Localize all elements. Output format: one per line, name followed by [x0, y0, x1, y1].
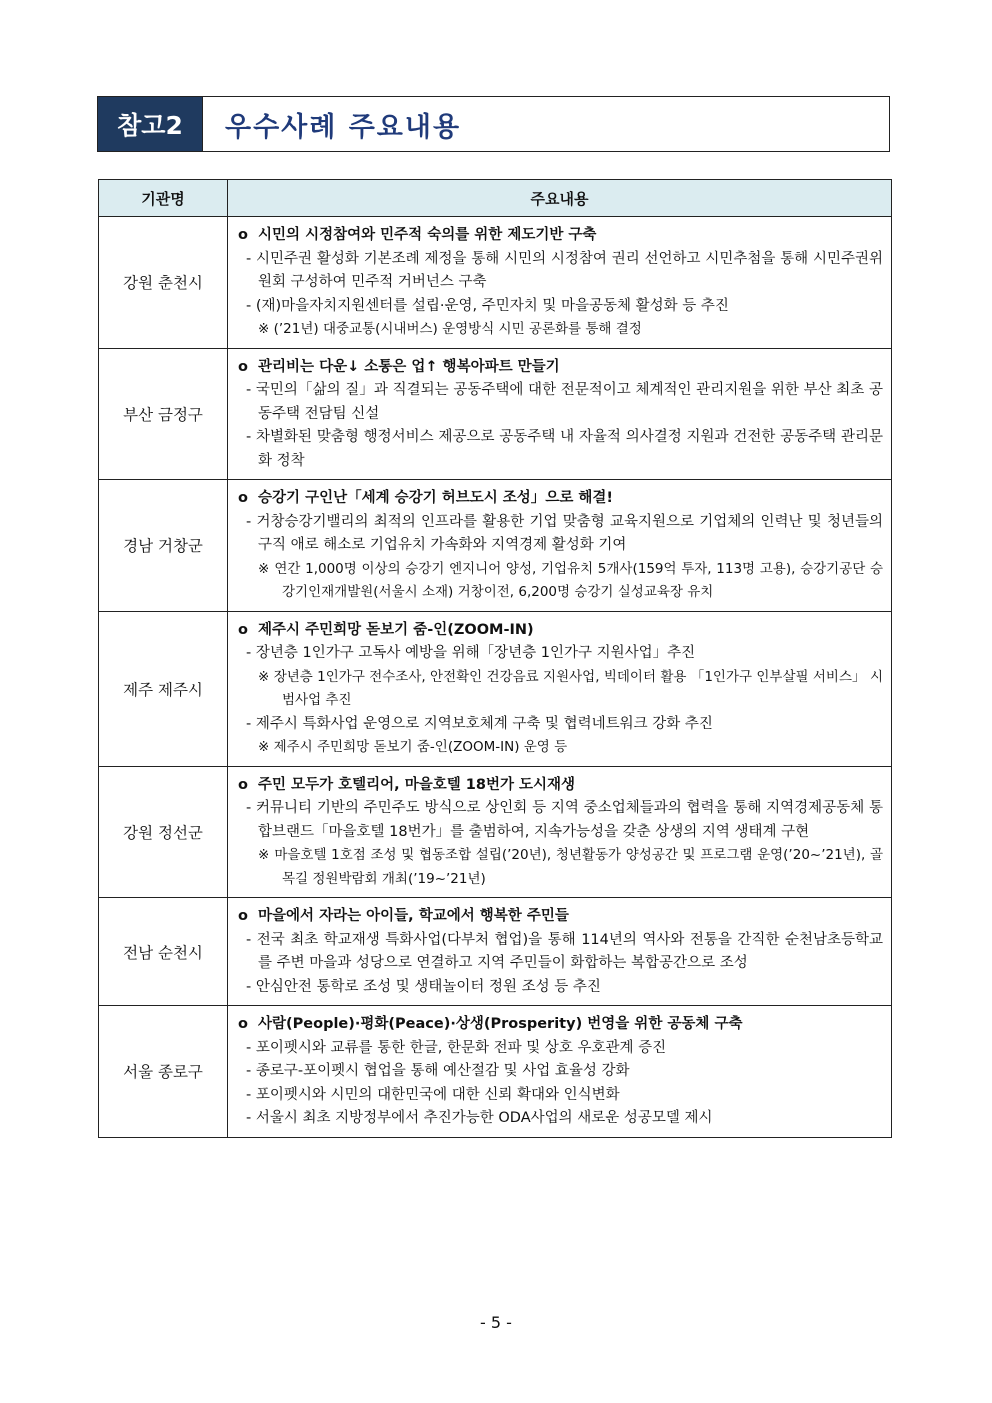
table-row	[99, 480, 892, 612]
case-heading	[238, 905, 883, 929]
section-title: 우수사례 주요내용	[225, 111, 462, 143]
case-note: ※ 마을호텔 1호점 조성 및 협동조합 설립(’20년), 청년활동가 양성공간 및 프로그램 운영(’20~’21년), 골목길 정원박람회 개최(’19~’21년)	[258, 847, 883, 887]
org-name: 제주 제주시	[99, 611, 228, 766]
section-tag: 참고2	[98, 97, 203, 151]
case-content	[228, 898, 892, 1006]
case-detail-item: - 차별화된 맞춤형 행정서비스 제공으로 공동주택 내 자율적 의사결정 지원과 건전한 공동주택 관리문화 정착	[246, 429, 883, 469]
bullet-icon: o	[238, 1016, 248, 1032]
case-content	[228, 480, 892, 612]
bullet-icon: o	[238, 227, 248, 243]
table-row	[99, 348, 892, 480]
case-detail-item: - 안심안전 통학로 조성 및 생태놀이터 정원 조성 등 추진	[246, 978, 601, 995]
case-heading-text: 마을에서 자라는 아이들, 학교에서 행복한 주민들	[258, 908, 569, 924]
case-heading	[238, 487, 883, 511]
cases-table	[98, 179, 892, 1138]
table-row	[99, 766, 892, 898]
case-heading-text: 주민 모두가 호텔리어, 마을호텔 18번가 도시재생	[258, 776, 576, 793]
case-detail-item: - 종로구-포이펫시 협업을 통해 예산절감 및 사업 효율성 강화	[246, 1063, 630, 1079]
case-detail-item: - 전국 최초 학교재생 특화사업(다부처 협업)을 통해 114년의 역사와 전통을 간직한 순천남초등학교를 주변 마을과 성당으로 연결하고 지역 주민들이 화합하는 복합공간으로 조성	[246, 931, 883, 971]
case-heading	[238, 224, 883, 248]
table-row	[99, 217, 892, 349]
org-name: 전남 순천시	[99, 898, 228, 1006]
case-detail-item: - 포이펫시와 교류를 통한 한글, 한문화 전파 및 상호 우호관계 증진	[246, 1039, 667, 1056]
case-detail-item: - 커뮤니티 기반의 주민주도 방식으로 상인회 등 지역 중소업체들과의 협력을 통해 지역경제공동체 통합브랜드「마을호텔 18번가」를 출범하여, 지속가능성을 갖춘 상생의 지역 생태계 구현	[246, 800, 883, 840]
table-row	[99, 898, 892, 1006]
column-header-org: 기관명	[99, 180, 228, 217]
case-detail-item: - 제주시 특화사업 운영으로 지역보호체계 구축 및 협력네트워크 강화 추진	[246, 715, 713, 732]
case-detail-item: - (재)마을자치지원센터를 설립·운영, 주민자치 및 마을공동체 활성화 등 추진	[246, 297, 729, 314]
case-heading	[238, 619, 883, 643]
bullet-icon: o	[238, 490, 248, 506]
case-content	[228, 766, 892, 898]
case-content	[228, 1006, 892, 1138]
case-heading	[238, 356, 883, 380]
case-detail-item: - 포이펫시와 시민의 대한민국에 대한 신뢰 확대와 인식변화	[246, 1086, 620, 1103]
case-note: ※ (’21년) 대중교통(시내버스) 운영방식 시민 공론화를 통해 결정	[258, 321, 642, 337]
case-note: ※ 제주시 주민희망 돋보기 줌-인(ZOOM-IN) 운영 등	[258, 739, 568, 755]
case-detail-item: - 거창승강기밸리의 최적의 인프라를 활용한 기업 맞춤형 교육지원으로 기업체의 인력난 및 청년들의 구직 애로 해소로 기업유치 가속화와 지역경제 활성화 기여	[246, 513, 883, 553]
bullet-icon: o	[238, 776, 248, 793]
org-name: 경남 거창군	[99, 480, 228, 612]
case-detail-item: - 국민의「삶의 질」과 직결되는 공동주택에 대한 전문적이고 체계적인 관리지원을 위한 부산 최초 공동주택 전담팀 신설	[246, 382, 883, 422]
case-note: ※ 연간 1,000명 이상의 승강기 엔지니어 양성, 기업유치 5개사(159억 투자, 113명 고용), 승강기공단 승강기인재개발원(서울시 소재) 거창이전, 6,200명 승강기 실성교육장 유치	[258, 560, 883, 600]
case-heading-text: 관리비는 다운↓ 소통은 업↑ 행복아파트 만들기	[258, 358, 560, 375]
case-heading	[238, 1013, 883, 1037]
org-name: 서울 종로구	[99, 1006, 228, 1138]
org-name: 강원 정선군	[99, 766, 228, 898]
case-heading	[238, 774, 883, 798]
case-detail-item: - 서울시 최초 지방정부에서 추진가능한 ODA사업의 새로운 성공모델 제시	[246, 1110, 713, 1126]
column-header-content: 주요내용	[228, 180, 892, 217]
case-detail-item: - 장년층 1인가구 고독사 예방을 위해「장년층 1인가구 지원사업」추진	[246, 645, 696, 661]
case-content	[228, 611, 892, 766]
case-heading-text: 시민의 시정참여와 민주적 숙의를 위한 제도기반 구축	[258, 227, 597, 243]
case-content	[228, 217, 892, 349]
case-note: ※ 장년층 1인가구 전수조사, 안전확인 건강음료 지원사업, 빅데이터 활용 「1인가구 인부살필 서비스」 시범사업 추진	[258, 668, 883, 708]
table-row	[99, 611, 892, 766]
case-heading-text: 사람(People)·평화(Peace)·상생(Prosperity) 번영을 위한 공동체 구축	[258, 1016, 743, 1032]
org-name: 부산 금정구	[99, 348, 228, 480]
case-content	[228, 348, 892, 480]
case-heading-text: 제주시 주민희망 돋보기 줌-인(ZOOM-IN)	[258, 621, 534, 638]
table-row	[99, 1006, 892, 1138]
org-name: 강원 춘천시	[99, 217, 228, 349]
table-body	[99, 217, 892, 1138]
bullet-icon: o	[238, 621, 248, 638]
case-heading-text: 승강기 구인난「세계 승강기 허브도시 조성」으로 해결!	[258, 490, 613, 506]
bullet-icon: o	[238, 358, 248, 375]
case-detail-item: - 시민주권 활성화 기본조례 제정을 통해 시민의 시정참여 권리 선언하고 시민추첨을 통해 시민주권위원회 구성하여 민주적 거버넌스 구축	[246, 250, 883, 290]
section-title-box	[97, 96, 890, 152]
bullet-icon: o	[238, 908, 248, 924]
table-header-row	[99, 180, 892, 217]
page-number: - 5 -	[480, 1313, 512, 1332]
